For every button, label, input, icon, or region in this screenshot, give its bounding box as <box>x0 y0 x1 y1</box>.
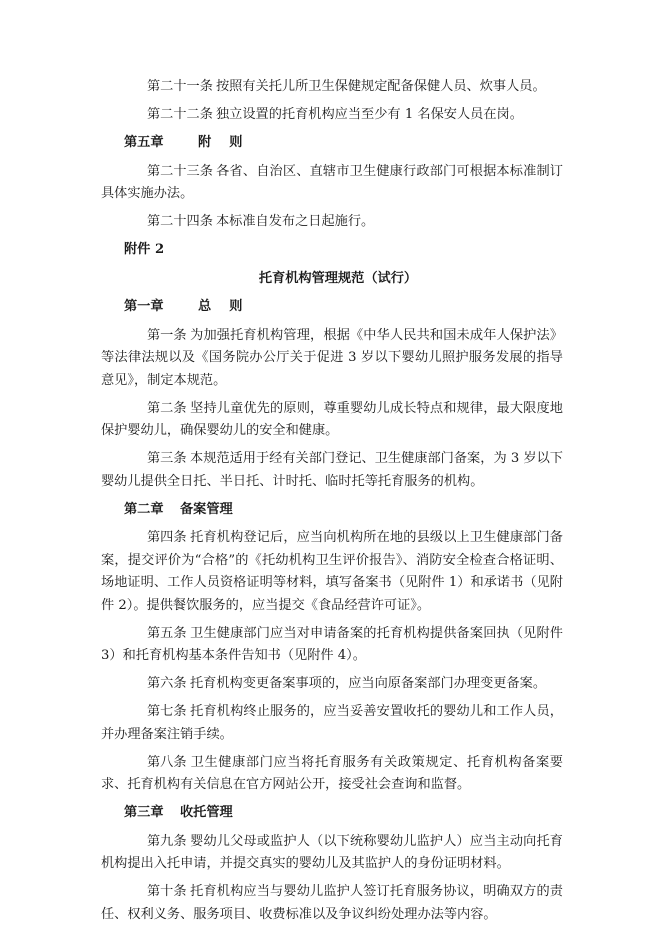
article-text: 本规范适用于经有关部门登记、卫生健康部门备案，为 3 岁以下婴幼儿提供全日托、半日托、计时托、临时托等托育服务的机构。 <box>101 451 563 489</box>
article-number: 第二十四条 <box>147 214 213 229</box>
article-24 <box>101 211 563 234</box>
article-number: 第一条 <box>147 327 187 343</box>
article-text: 为加强托育机构管理，根据《中华人民共和国未成年人保护法》等法律法规以及《国务院办公厅关于促进 3 岁以下婴幼儿照护服务发展的指导意见》，制定本规范。 <box>101 327 563 388</box>
article-6 <box>101 673 563 696</box>
article-text: 各省、自治区、直辖市卫生健康行政部门可根据本标准制订具体实施办法。 <box>101 163 563 201</box>
article-text: 本标准自发布之日起施行。 <box>216 214 375 229</box>
article-text: 卫生健康部门应当对申请备案的托育机构提供备案回执（见附件 3）和托育机构基本条件告知书（见附件 4）。 <box>101 625 563 663</box>
chapter-number: 第三章 <box>124 805 164 820</box>
document-body <box>101 76 563 932</box>
chapter-number: 第一章 <box>124 299 164 314</box>
article-text: 婴幼儿父母或监护人（以下统称婴幼儿监护人）应当主动向托育机构提出入托申请，并提交真实的婴幼儿及其监护人的身份证明材料。 <box>101 833 563 871</box>
article-number: 第二十二条 <box>147 107 213 122</box>
article-number: 第四条 <box>147 530 187 545</box>
article-text: 卫生健康部门应当将托育服务有关政策规定、托育机构备案要求、托育机构有关信息在官方网站公开，接受社会查询和监督。 <box>101 754 563 792</box>
chapter-title: 收托管理 <box>180 805 233 820</box>
article-number: 第二条 <box>147 400 187 416</box>
article-text: 坚持儿童优先的原则，尊重婴幼儿成长特点和规律，最大限度地保护婴幼儿，确保婴幼儿的安全和健康。 <box>101 400 563 438</box>
document-title: 托育机构管理规范（试行） <box>258 270 418 286</box>
article-23 <box>101 161 563 206</box>
chapter-title-char: 则 <box>229 299 243 314</box>
chapter-title: 备案管理 <box>180 501 233 517</box>
chapter-number: 第二章 <box>124 501 164 517</box>
article-4 <box>101 527 563 617</box>
article-number: 第八条 <box>147 754 187 770</box>
article-text: 按照有关托儿所卫生保健规定配备保健人员、炊事人员。 <box>216 79 546 94</box>
article-number: 第二十三条 <box>147 163 213 179</box>
article-1 <box>101 325 563 393</box>
article-text: 托育机构终止服务的，应当妥善安置收托的婴幼儿和工作人员，并办理备案注销手续。 <box>101 704 563 742</box>
article-number: 第六条 <box>147 676 187 691</box>
article-22 <box>101 104 563 127</box>
article-number: 第三条 <box>147 451 187 466</box>
article-number: 第七条 <box>147 704 187 719</box>
chapter-3-heading <box>101 802 563 825</box>
article-number: 第二十一条 <box>147 79 213 94</box>
attachment-label: 附件 2 <box>124 242 165 257</box>
article-text: 托育机构登记后，应当向机构所在地的县级以上卫生健康部门备案，提交评价为“合格”的《托幼机构卫生评价报告》、消防安全检查合格证明、场地证明、工作人员资格证明等材料，填写备案书（见附件 1）和承诺书（见附件 2）。提供餐饮服务的，应当提交《食品经营许可证》。 <box>101 530 563 613</box>
chapter-5-heading <box>101 132 563 155</box>
article-2 <box>101 398 563 443</box>
chapter-title-char: 附 <box>198 135 212 150</box>
article-9 <box>101 831 563 876</box>
article-number: 第十条 <box>147 884 187 899</box>
article-text: 托育机构应当与婴幼儿监护人签订托育服务协议，明确双方的责任、权利义务、服务项目、收费标准以及争议纠纷处理办法等内容。 <box>101 884 563 922</box>
article-number: 第九条 <box>147 833 187 849</box>
chapter-2-heading <box>101 499 563 522</box>
chapter-title-char: 总 <box>198 299 212 314</box>
article-5 <box>101 623 563 668</box>
article-8 <box>101 752 563 797</box>
article-21 <box>101 76 563 99</box>
article-text: 托育机构变更备案事项的，应当向原备案部门办理变更备案。 <box>190 676 547 691</box>
chapter-1-heading <box>101 296 563 319</box>
article-number: 第五条 <box>147 625 187 641</box>
article-text: 独立设置的托育机构应当至少有 1 名保安人员在岗。 <box>216 107 523 122</box>
chapter-title-char: 则 <box>229 135 243 150</box>
article-3 <box>101 448 563 493</box>
article-7 <box>101 701 563 746</box>
article-10 <box>101 881 563 926</box>
chapter-number: 第五章 <box>124 135 164 150</box>
